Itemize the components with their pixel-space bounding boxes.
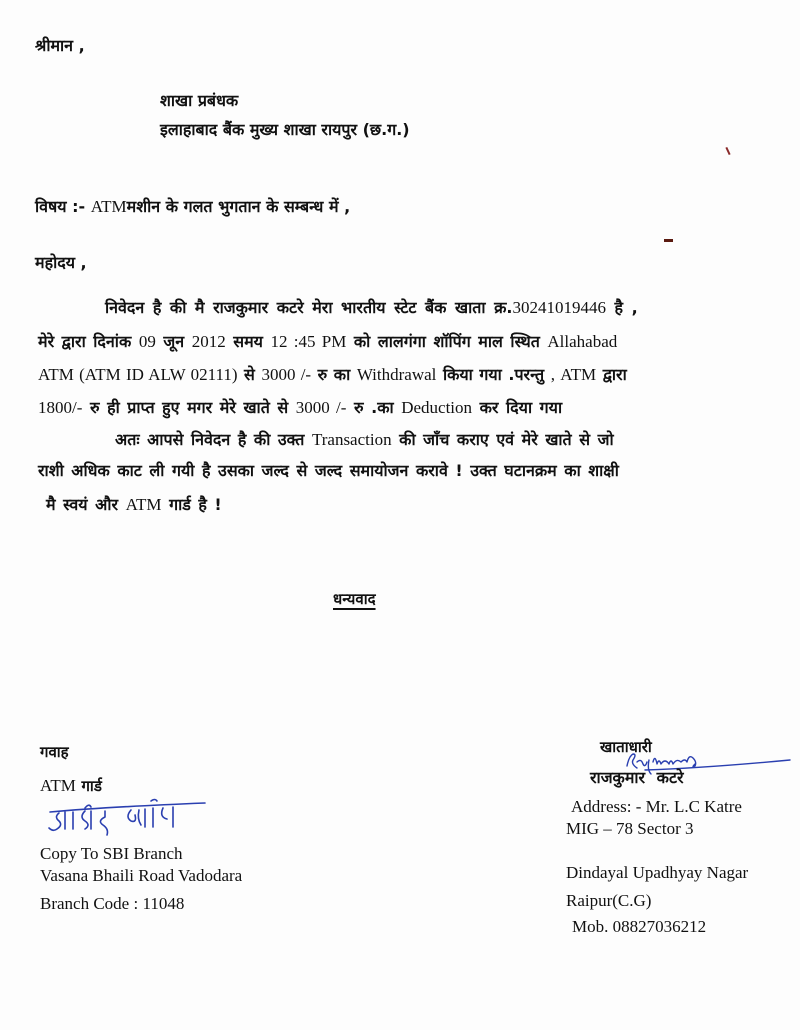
signature-stroke xyxy=(49,813,61,830)
body-line-1 xyxy=(105,299,638,316)
witness-role-hi: गार्ड xyxy=(81,777,102,795)
body-line-4 xyxy=(38,399,562,416)
signature-stroke xyxy=(100,811,107,835)
witness-role-en: ATM xyxy=(40,776,76,795)
date-day: 09 xyxy=(138,332,156,351)
subject-label: विषय :- xyxy=(35,197,86,216)
witness-label: गवाह xyxy=(40,743,69,761)
body-text: रु का xyxy=(311,365,357,384)
subject-atm: ATM xyxy=(90,197,127,216)
body-text: है , xyxy=(605,298,638,317)
body-text: निवेदन है की मै राजकुमार कटरे मेरा भारतीय स्टेट बैंक खाता क्र. xyxy=(105,298,513,317)
signature-stroke xyxy=(50,803,205,812)
branch-code: Branch Code : 11048 xyxy=(40,894,185,913)
atm-id: ATM (ATM ID ALW 02111) xyxy=(38,365,238,384)
body-text: मेरे द्वारा दिनांक xyxy=(38,332,139,351)
account-holder-label: खाताधारी xyxy=(600,738,652,756)
body-text: Withdrawal xyxy=(356,365,437,384)
signature-stroke xyxy=(128,809,145,827)
address-line-2: MIG – 78 Sector 3 xyxy=(566,819,694,838)
body-text: किया गया .परन्तु xyxy=(436,365,551,384)
body-line-7 xyxy=(46,496,222,513)
copy-to-line-1: Copy To SBI Branch xyxy=(40,844,183,863)
subject-text: मशीन के गलत भुगतान के सम्बन्ध में , xyxy=(126,197,351,216)
body-text: से xyxy=(237,365,262,384)
body-text: कर दिया गया xyxy=(472,398,563,417)
body-text: रु ही प्राप्त हुए मगर मेरे खाते से xyxy=(82,398,296,417)
bank-name: Allahabad xyxy=(547,332,618,351)
salutation: श्रीमान , xyxy=(35,36,85,55)
body-text: मै स्वयं और xyxy=(46,495,126,514)
date-month: जून xyxy=(155,332,192,351)
mobile-number: Mob. 08827036212 xyxy=(572,917,707,936)
body-text: रु .का xyxy=(346,398,402,417)
body-text: Deduction xyxy=(401,398,473,417)
witness-role xyxy=(40,777,102,794)
subject-line xyxy=(35,198,350,215)
address-line-3: Dindayal Upadhyay Nagar xyxy=(566,863,749,882)
date-year: 2012 xyxy=(191,332,226,351)
body-line-3 xyxy=(38,366,627,383)
body-text: को लालगंगा शॉपिंग माल स्थित xyxy=(346,332,548,351)
body-text: अतः आपसे निवेदन है की उक्त xyxy=(115,430,312,449)
body-text: की जाँच कराए एवं मेरे खाते से जो xyxy=(391,430,614,449)
body-text: समय xyxy=(225,332,271,351)
body-text: , ATM xyxy=(550,365,597,384)
closing-thanks: धन्यवाद xyxy=(333,590,376,608)
recipient-address: इलाहाबाद बैंक मुख्य शाखा रायपुर (छ.ग.) xyxy=(160,120,410,139)
body-text: ATM xyxy=(125,495,162,514)
signature-stroke xyxy=(151,800,157,828)
scan-mark xyxy=(725,147,730,155)
copy-to-line-2: Vasana Bhaili Road Vadodara xyxy=(40,866,243,885)
account-number: 30241019446 xyxy=(512,298,606,317)
address-line-4: Raipur(C.G) xyxy=(566,891,652,910)
greeting: महोदय , xyxy=(35,253,87,272)
amount-received: 1800/- xyxy=(38,398,83,417)
amount-withdrawn: 3000 /- xyxy=(261,365,312,384)
scan-mark xyxy=(664,239,673,242)
body-text: द्वारा xyxy=(596,365,627,384)
body-text: गार्ड है ! xyxy=(161,495,222,514)
transaction-time: 12 :45 PM xyxy=(270,332,347,351)
body-line-2 xyxy=(38,333,617,350)
body-text: Transaction xyxy=(311,430,392,449)
body-line-6: राशी अधिक काट ली गयी है उसका जल्द से जल्द समायोजन करावे ! उक्त घटानक्रम का शाक्षी xyxy=(38,461,619,480)
amount-deducted: 3000 /- xyxy=(295,398,347,417)
body-line-5 xyxy=(115,431,614,448)
signature-stroke xyxy=(162,807,173,827)
address-line-1: Address: - Mr. L.C Katre xyxy=(571,797,742,816)
recipient-title: शाखा प्रबंधक xyxy=(160,91,239,110)
account-holder-name: राजकुमार कटरे xyxy=(590,768,684,787)
witness-signature xyxy=(45,795,215,840)
